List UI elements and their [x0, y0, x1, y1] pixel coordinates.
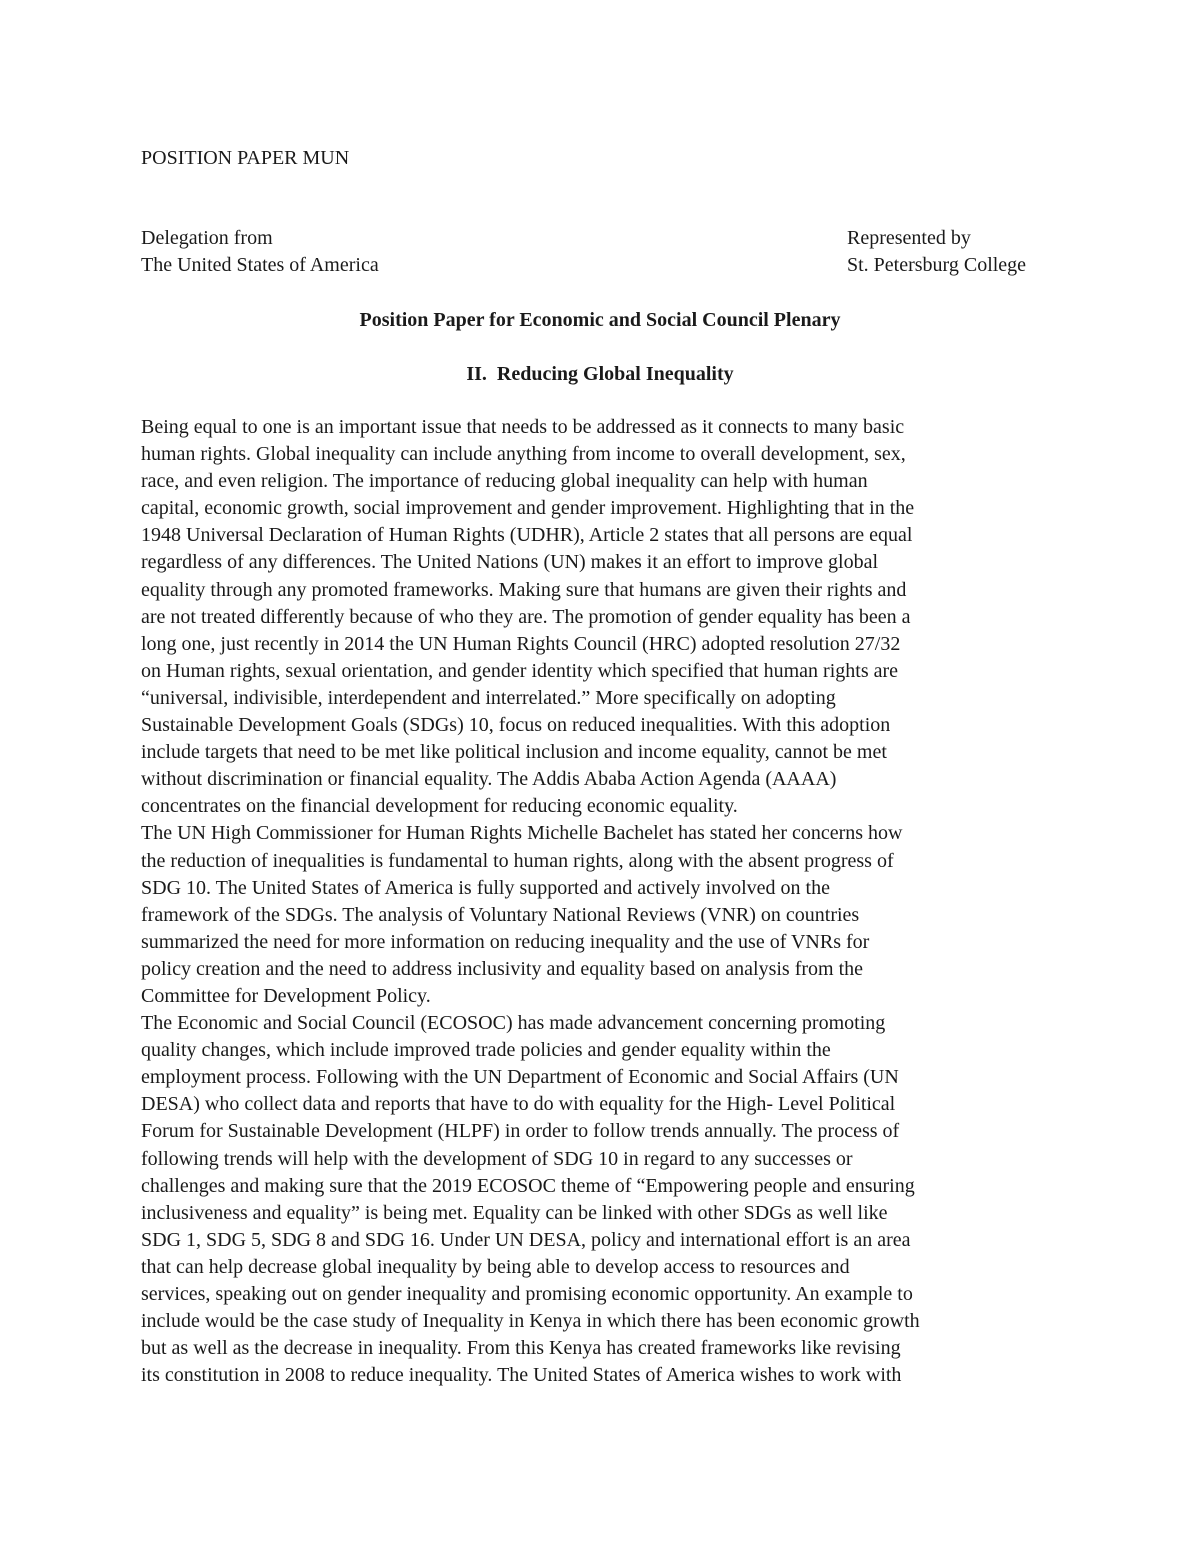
body-line: but as well as the decrease in inequality. From this Kenya has created frameworks like revising — [141, 1337, 901, 1360]
body-line: SDG 1, SDG 5, SDG 8 and SDG 16. Under UN DESA, policy and international effort is an area — [141, 1228, 911, 1251]
body-text — [141, 414, 1071, 1389]
body-line: regardless of any differences. The United Nations (UN) makes it an effort to improve global — [141, 551, 879, 574]
document-header: POSITION PAPER MUN — [141, 147, 350, 169]
delegation-label: Delegation from — [141, 227, 273, 249]
body-line: The UN High Commissioner for Human Rights Michelle Bachelet has stated her concerns how — [141, 822, 903, 845]
representation-institution: St. Petersburg College — [847, 254, 1027, 276]
body-line: concentrates on the financial development for reducing economic equality. — [141, 795, 738, 818]
body-line: equality through any promoted frameworks. Making sure that humans are given their rights and — [141, 578, 907, 601]
body-line: policy creation and the need to address inclusivity and equality based on analysis from the — [141, 957, 864, 980]
body-line: Being equal to one is an important issue that needs to be addressed as it connects to many basic — [141, 416, 905, 438]
body-line: are not treated differently because of who they are. The promotion of gender equality has been a — [141, 605, 911, 628]
representation-block — [847, 225, 1026, 279]
delegation-country: The United States of America — [141, 254, 379, 276]
body-line: framework of the SDGs. The analysis of Voluntary National Reviews (VNR) on countries — [141, 903, 860, 926]
section-title: II. Reducing Global Inequality — [466, 363, 734, 385]
body-line: following trends will help with the development of SDG 10 in regard to any successes or — [141, 1147, 853, 1170]
body-line: Forum for Sustainable Development (HLPF) in order to follow trends annually. The process of — [141, 1120, 900, 1143]
body-line: challenges and making sure that the 2019 ECOSOC theme of “Empowering people and ensuring — [141, 1174, 915, 1197]
body-line: SDG 10. The United States of America is fully supported and actively involved on the — [141, 876, 830, 899]
body-line: Committee for Development Policy. — [141, 984, 431, 1007]
body-line: employment process. Following with the UN Department of Economic and Social Affairs (UN — [141, 1066, 899, 1089]
delegation-block — [141, 225, 379, 279]
body-line: quality changes, which include improved trade policies and gender equality within the — [141, 1039, 831, 1062]
body-line: summarized the need for more information on reducing inequality and the use of VNRs for — [141, 930, 870, 953]
paper-title: Position Paper for Economic and Social Council Plenary — [359, 309, 841, 331]
body-line: human rights. Global inequality can include anything from income to overall development, sex, — [141, 443, 906, 466]
body-line: DESA) who collect data and reports that have to do with equality for the High- Level Political — [141, 1093, 896, 1116]
body-line: 1948 Universal Declaration of Human Rights (UDHR), Article 2 states that all persons are equal — [141, 524, 913, 547]
body-line: without discrimination or financial equality. The Addis Ababa Action Agenda (AAAA) — [141, 768, 837, 791]
body-line: Sustainable Development Goals (SDGs) 10, focus on reduced inequalities. With this adoption — [141, 714, 891, 737]
body-line: long one, just recently in 2014 the UN Human Rights Council (HRC) adopted resolution 27/32 — [141, 632, 901, 655]
body-line: services, speaking out on gender inequality and promising economic opportunity. An example to — [141, 1283, 913, 1305]
body-line: inclusiveness and equality” is being met. Equality can be linked with other SDGs as well like — [141, 1201, 888, 1224]
representation-label: Represented by — [847, 227, 971, 249]
body-line: race, and even religion. The importance of reducing global inequality can help with human — [141, 470, 868, 493]
body-line: the reduction of inequalities is fundamental to human rights, along with the absent progress of — [141, 849, 894, 872]
body-line: its constitution in 2008 to reduce inequality. The United States of America wishes to work with — [141, 1364, 902, 1387]
body-line: on Human rights, sexual orientation, and gender identity which specified that human rights are — [141, 659, 899, 682]
body-line: include targets that need to be met like political inclusion and income equality, cannot be met — [141, 741, 887, 764]
body-line: The Economic and Social Council (ECOSOC) has made advancement concerning promoting — [141, 1012, 886, 1035]
body-line: include would be the case study of Inequality in Kenya in which there has been economic growth — [141, 1310, 920, 1333]
body-line: capital, economic growth, social improvement and gender improvement. Highlighting that in the — [141, 497, 915, 520]
body-line: “universal, indivisible, interdependent and interrelated.” More specifically on adopting — [141, 686, 836, 709]
body-line: that can help decrease global inequality by being able to develop access to resources and — [141, 1255, 850, 1278]
